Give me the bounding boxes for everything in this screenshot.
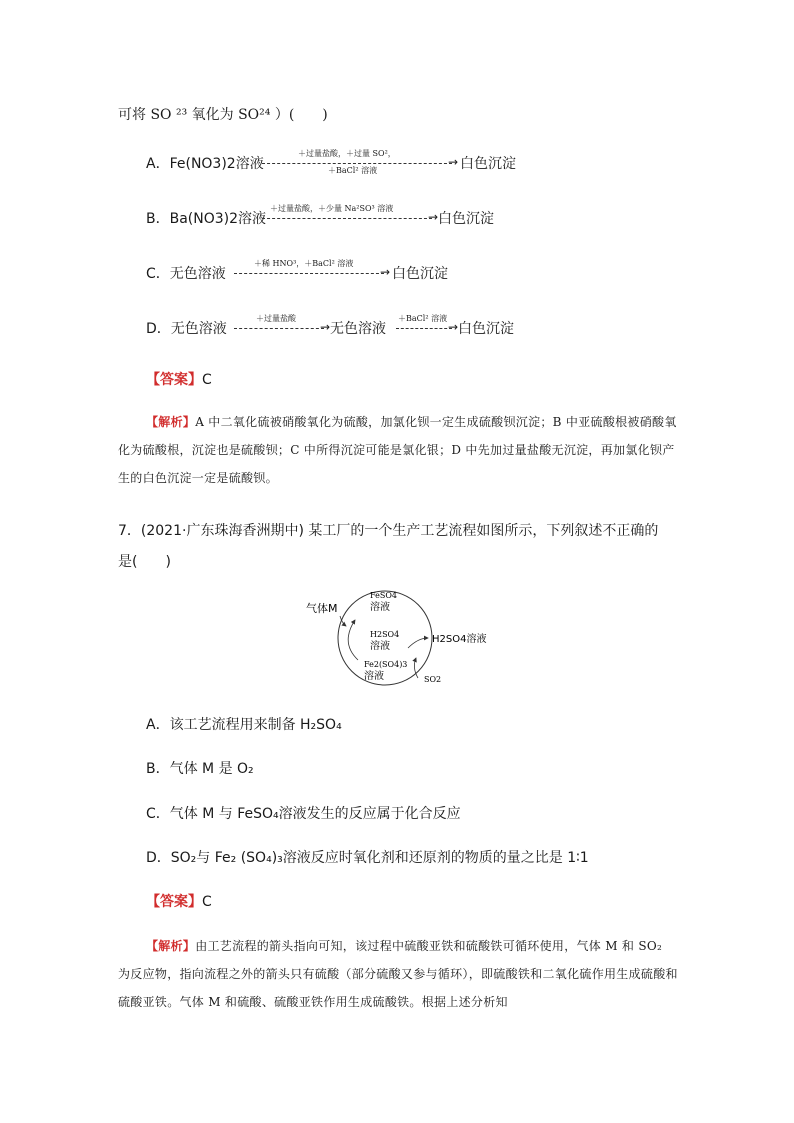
gas-m-label: 气体M [306, 602, 338, 615]
q7-option-c: C．气体 M 与 FeSO₄溶液发生的反应属于化合反应 [146, 806, 461, 822]
arrowhead-icon: → [319, 320, 330, 334]
arrowhead-icon: → [447, 320, 458, 334]
fe2so43-sol-label: 溶液 [364, 671, 384, 682]
fe2so43-label: Fe2(SO4)3 [364, 660, 408, 669]
intro-line: 可将 SO ²³ 氧化为 SO²⁴ ）( ) [118, 107, 328, 123]
q6-option-a [146, 153, 264, 173]
q7-analysis [118, 932, 678, 1016]
arrow-b-top-text: ＋过量盐酸，＋少量 Na²SO³ 溶液 [270, 204, 394, 213]
arrowhead-icon: → [427, 210, 438, 224]
h2so4-label: H2SO4 [370, 630, 400, 639]
arrow-d1-line [234, 320, 330, 334]
option-label: A． [146, 156, 170, 172]
arrow-a-bottom-text: ＋BaCl² 溶液 [328, 166, 378, 175]
q7-stem-line2: 是( ) [118, 554, 171, 570]
reactant: Ba(NO3)2溶液 [169, 211, 267, 227]
reactant: Fe(NO3)2溶液 [169, 156, 264, 172]
arrow-c-line [234, 265, 390, 279]
middle-d: 无色溶液 [330, 321, 386, 337]
answer-value: C [202, 894, 212, 910]
arrowhead-icon: → [379, 265, 390, 279]
answer-tag: 【答案】 [146, 372, 202, 388]
q7-option-b: B．气体 M 是 O₂ [146, 761, 254, 777]
arrow-b-line [262, 210, 438, 224]
h2so4-out-label: H2SO4溶液 [432, 634, 487, 645]
reactant: 无色溶液 [169, 266, 226, 282]
answer-tag: 【答案】 [146, 894, 202, 910]
q7-option-a: A．该工艺流程用来制备 H₂SO₄ [146, 717, 342, 733]
product-d: 白色沉淀 [458, 321, 514, 337]
product-b: 白色沉淀 [438, 211, 494, 227]
arrow-a-line [262, 155, 458, 169]
process-diagram [300, 588, 500, 693]
q6-analysis [118, 408, 678, 492]
feso4-label: FeSO4 [370, 591, 397, 600]
arrow-a-top-text: ＋过量盐酸，＋过量 SO²， [298, 149, 396, 158]
product-c: 白色沉淀 [392, 266, 448, 282]
reactant: 无色溶液 [170, 321, 227, 337]
option-label: D． [146, 321, 171, 337]
q7-stem-line1: 7．(2021·广东珠海香洲期中) 某工厂的一个生产工艺流程如图所示，下列叙述不正确的 [118, 523, 659, 539]
out-arrow [408, 638, 428, 648]
arrow-d2-top-text: ＋BaCl² 溶液 [398, 314, 448, 323]
answer-value: C [202, 372, 212, 388]
analysis-tag: 【解析】 [146, 939, 196, 953]
q7-option-d: D．SO₂与 Fe₂ (SO₄)₃溶液反应时氧化剂和还原剂的物质的量之比是 1∶1 [146, 850, 589, 866]
h2so4-sol-label: 溶液 [370, 641, 390, 652]
analysis-text: A 中二氧化硫被硝酸氧化为硫酸，加氯化钡一定生成硫酸钡沉淀；B 中亚硫酸根被硝酸氧化为硫酸根，沉淀也是硫酸钡；C 中所得沉淀可能是氯化银；D 中先加过量盐酸无沉淀，再加氯化钡产生的白色沉淀一定是硫酸钡。 [118, 415, 677, 485]
q6-answer [146, 369, 212, 389]
option-label: B． [146, 211, 170, 227]
so2-label: SO2 [424, 675, 442, 684]
feso4-sol-label: 溶液 [370, 602, 390, 613]
so2-arrow [414, 658, 418, 678]
q7-answer [146, 891, 212, 911]
arrow-c-top-text: ＋稀 HNO³，＋BaCl² 溶液 [254, 259, 354, 268]
analysis-tag: 【解析】 [146, 415, 196, 429]
q6-option-c [146, 263, 226, 283]
analysis-text: 由工艺流程的箭头指向可知，该过程中硫酸亚铁和硫酸铁可循环使用，气体 M 和 SO₂ 为反应物，指向流程之外的箭头只有硫酸（部分硫酸又参与循环），即硫酸铁和二氧化硫作用生成硫酸和硫酸亚铁。气体 M 和硫酸、硫酸亚铁作用生成硫酸铁。根据上述分析知 [118, 939, 678, 1009]
product-a: 白色沉淀 [460, 156, 516, 172]
option-label: C． [146, 266, 170, 282]
q6-option-b [146, 208, 266, 228]
arrow-d2-line [396, 320, 458, 334]
arrow-d1-top-text: ＋过量盐酸 [256, 314, 296, 323]
q6-option-d [146, 318, 227, 338]
inner-arrow [348, 620, 358, 660]
arrowhead-icon: → [447, 155, 458, 169]
